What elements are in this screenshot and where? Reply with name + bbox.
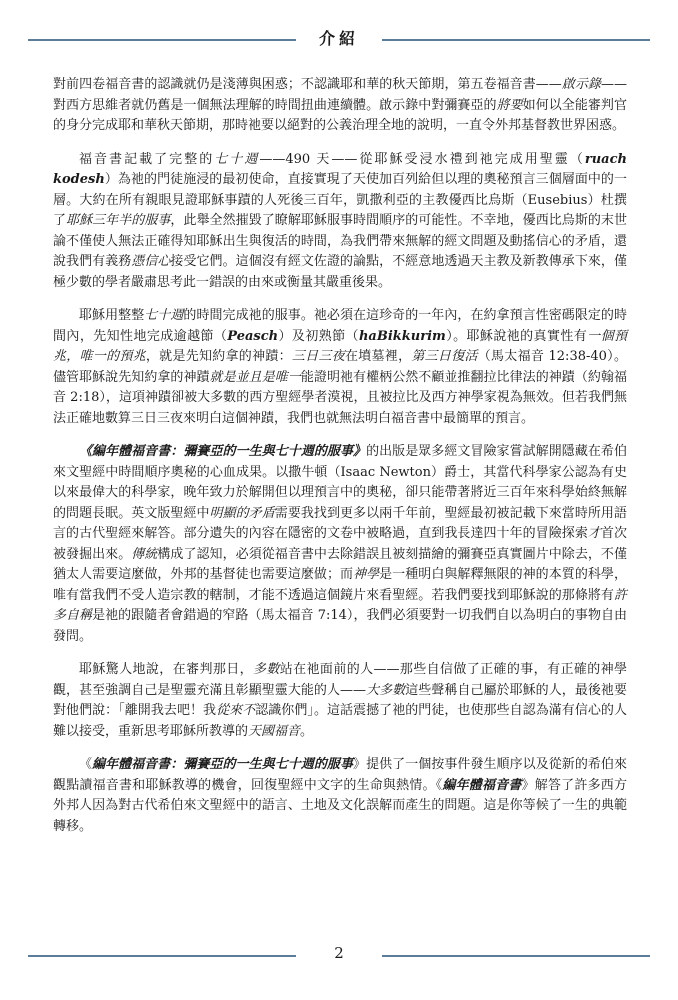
page-number: 2 [334,944,344,962]
emphasis-text: 許多自稱 [53,587,627,623]
text-run: ）及初熟節（ [278,328,359,344]
emphasis-text: 三日三夜 [291,349,345,364]
emphasis-text: 天國福音 [248,723,301,739]
paragraph [53,755,627,837]
emphasis-text: Peasch [227,328,279,344]
emphasis-text: ruach kodesh [53,151,627,187]
text-run: 構成了認知，必須從福音書中去除錯誤且被刻描繪的彌賽亞真實圖片中除去，不僅猶太人需要這麼做，外邦的基督徒也需要這麼做；而 [53,546,627,582]
emphasis-text: 啟示錄 [561,77,601,92]
text-run: 》提供了一個按事件發生順序以及從新的希伯來觀點讀福音書和耶穌教導的機會，回復聖經中文字的生命與熱情。《 [53,757,627,793]
emphasis-text: 就是並且是唯一 [209,369,301,385]
text-run: 需要我找到更多以兩千年前，聖經最初被記載下來當時所用語言的古代聖經來解答。部分遺失的內容在隱密的文卷中被略過，直到我長達四十年的冒險探索 [53,505,627,541]
body-text [53,75,627,837]
header-rule-right [382,39,650,41]
text-run: 的時間完成祂的服事。祂必須在這珍奇的一年內，在約拿預言性密碼限定的時間內，先知性地完成逾越節（ [53,308,627,344]
text-run: 耶穌用整整 [79,308,145,323]
emphasis-text: 第三日復活 [411,349,478,364]
emphasis-text: 大多數 [366,682,406,698]
page-header-title: 介紹 [318,29,359,48]
paragraph [53,660,627,742]
emphasis-text: haBikkurim [358,328,446,344]
emphasis-text: 傳統 [131,546,158,562]
text-run: 這些聲稱自己屬於耶穌的人，最後祂要對他們說：「離開我去吧！我 [53,682,627,718]
text-run: 是祂的跟隨者會錯過的窄路（馬太福音 7:14），我們必須要對一切我們自以為明白的事物自由發問。 [53,608,627,644]
text-run: ）為祂的門徒施浸的最初使命，直接實現了天使加百列給但以理的奧秘預言三個層面中的一層。大約在所有親眼見證耶穌事蹟的人死後三百年，凱撒利亞的主教優西比烏斯（Eusebius）杜撰了 [53,172,627,228]
emphasis-text: 憑信心 [131,254,171,269]
paragraph [53,150,627,294]
text-run: 》解答了許多西方外邦人因為對古代希伯來文聖經中的語言、土地及文化誤解而產生的問題。這是你等候了一生的典範轉移。 [53,777,627,834]
emphasis-text: 多數 [253,662,280,677]
text-run: 認識你們」。這話震撼了祂的門徒，也使那些自認為滿有信心的人難以接受，重新思考耶穌所教導的 [53,703,627,739]
text-run: 耶穌驚人地說，在審判那日， [79,662,253,677]
emphasis-text: 從來不 [216,703,256,718]
text-run: ，就是先知約拿的神蹟： [145,349,292,364]
emphasis-text: 神學 [353,567,380,582]
text-run: 如何以全能審判官的身分完成耶和華秋天節期，那時祂要以絕對的公義治理全地的說明，一直令外邦基督教世界困惑。 [53,97,627,133]
text-run: 接受它們。這個沒有經文佐證的論點，不經意地透過天主教及新教傳承下來，僅極少數的學者嚴肅思考此一錯誤的由來或衡量其嚴重後果。 [53,254,627,290]
text-run: 福音書記載了完整的 [79,151,215,167]
text-run: （馬太福音 12:38-40）。儘管耶穌說先知約拿的神蹟 [53,349,627,385]
emphasis-text: 七十週 [144,308,184,323]
text-run: 對前四卷福音書的認識就仍是淺薄與困惑；不認識耶和華的秋天節期，第五卷福音書—— [53,77,562,92]
emphasis-text: 才 [587,526,601,541]
paragraph [53,75,627,137]
emphasis-text: 將要 [496,97,523,113]
paragraph [53,442,627,647]
text-run: ）。耶穌說祂的真實性有 [445,328,588,344]
text-run: 是一種明白與解釋無限的神的本質的科學，唯有當我們不受人造宗教的轄制，才能不透過這個鏡片來看聖經。若我們要找到耶穌說的那條將有 [53,567,627,603]
emphasis-text: 編年體福音書：彌賽亞的一生與七十週的服事 [92,757,354,772]
emphasis-text: 《編年體福音書：彌賽亞的一生與七十週的服事》 [79,444,367,459]
text-run: 。 [300,723,314,739]
emphasis-text: 一個預兆，唯一的預兆 [53,328,627,364]
text-run: 首次被發掘出來。 [53,526,627,562]
text-run: ——490 天——從耶穌受浸水禮到祂完成用聖靈（ [259,151,585,167]
text-run: 站在祂面前的人——那些自信做了正確的事，有正確的神學觀，甚至強調自己是聖靈充滿且彰顯聖靈大能的人—— [53,662,627,698]
emphasis-text: 明顯的矛盾 [209,505,275,521]
text-run: 《 [79,757,93,772]
text-run: 的出版是眾多經文冒險家嘗試解開隱藏在希伯來文聖經中時間順序奧秘的心血成果。以撒牛頓（Isaac Newton）爵士，其當代科學家公認為有史以來最偉大的科學家，晚年致力於解開但以理預言中的奧秘，卻只能帶著將近三百年來科學始終無解的問題長眠。英文版聖經中 [53,444,627,521]
emphasis-text: 七十週 [214,151,260,167]
text-run: ——對西方思維者就仍舊是一個無法理解的時間扭曲連續體。啟示錄中對彌賽亞的 [53,77,627,113]
emphasis-text: 耶穌三年半的服事 [66,213,171,228]
paragraph [53,306,627,429]
text-run: 能證明祂有權柄公然不顧並推翻拉比律法的神蹟（約翰福音 2:18），這項神蹟卻被大多數的西方聖經學者漠視，且被拉比及西方神學家視為無效。但若我們無法正確地數算三日三夜來明白這個神蹟，我們也就無法明白福音書中最簡單的預言。 [53,369,627,426]
emphasis-text: 編年體福音書 [442,777,522,793]
footer-rule-right [382,955,650,957]
text-run: 在墳墓裡， [345,349,412,364]
text-run: ，此舉全然摧毀了瞭解耶穌服事時間順序的可能性。不幸地，優西比烏斯的末世論不僅使人無法正確得知耶穌出生與復活的時間，為我們帶來無解的經文問題及動搖信心的矛盾，還說我們有義務 [53,213,627,269]
